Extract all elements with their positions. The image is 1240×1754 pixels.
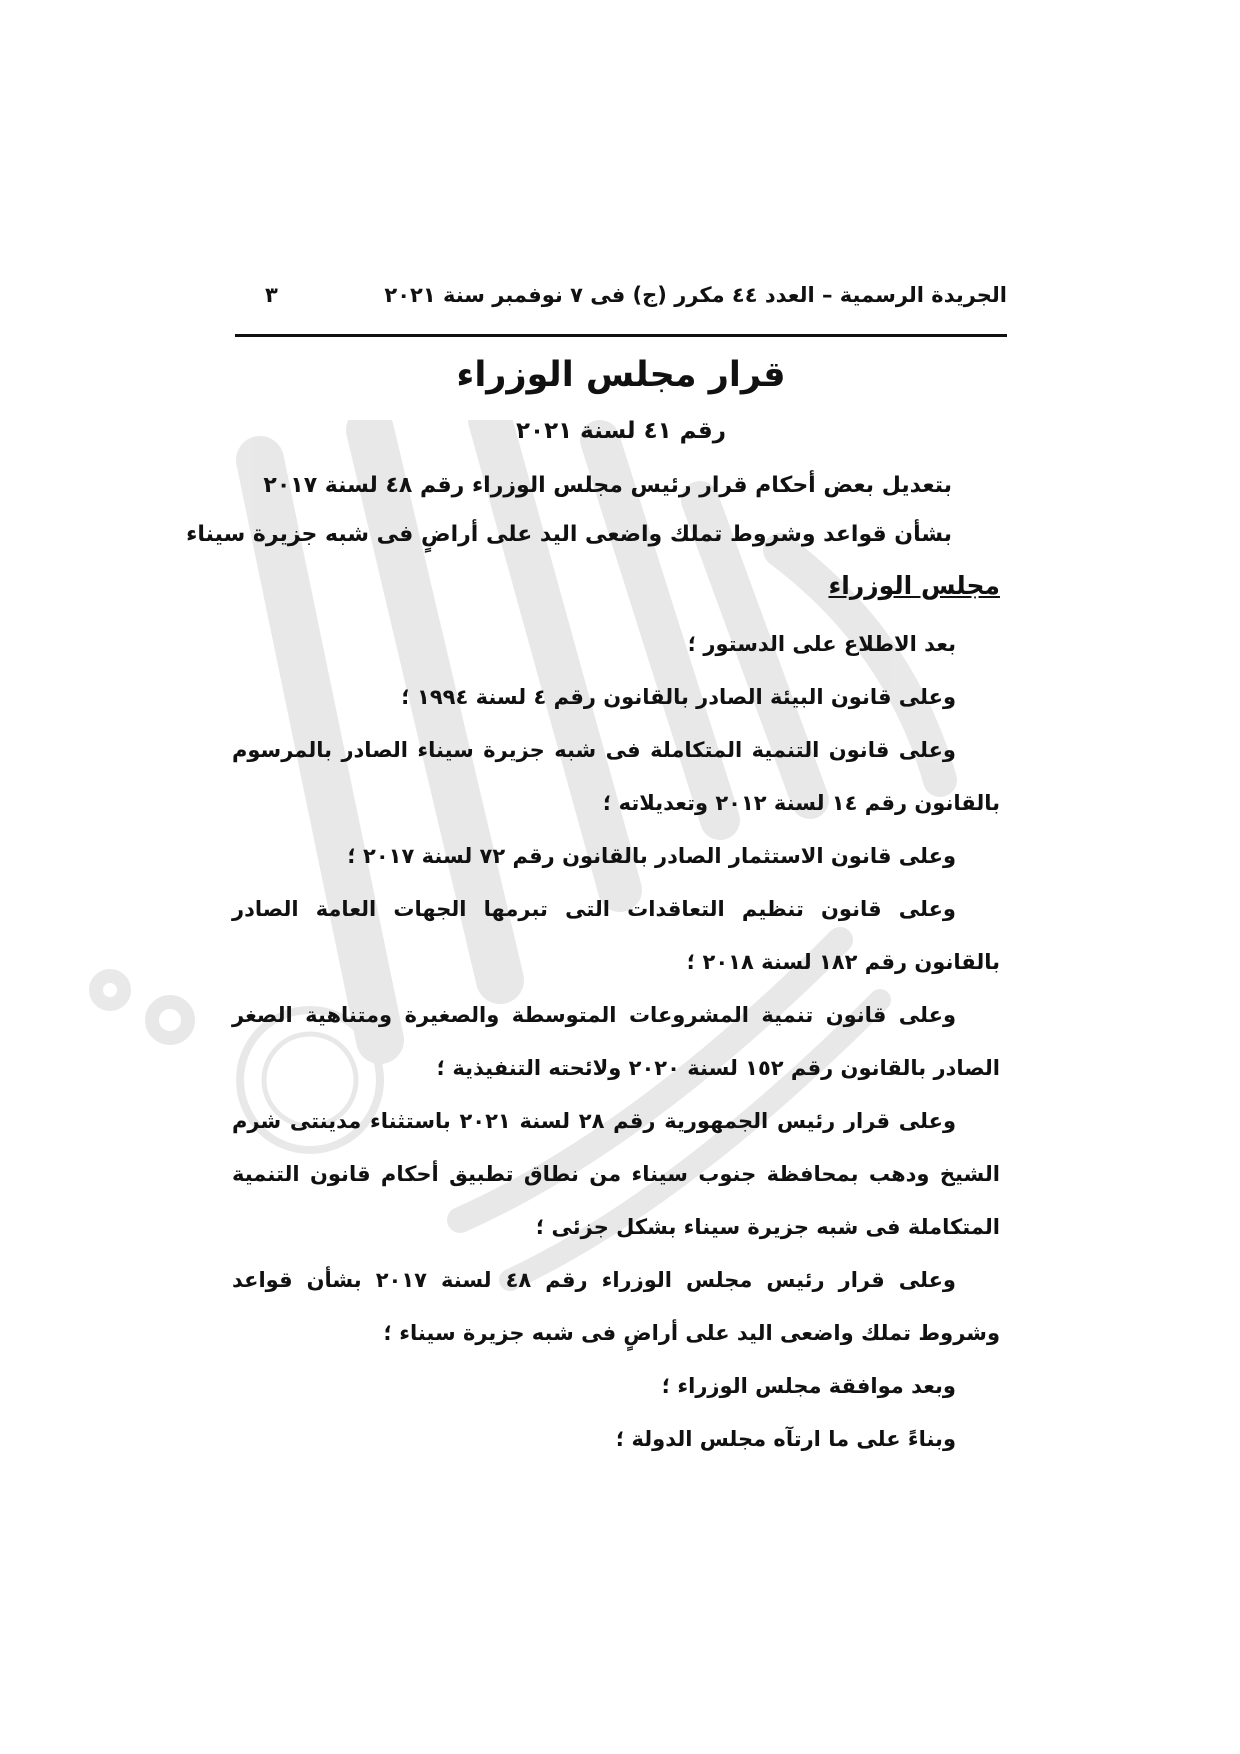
header-divider (235, 334, 1007, 337)
decree-purpose-line-1: بتعديل بعض أحكام قرار رئيس مجلس الوزراء رقم ٤٨ لسنة ٢٠١٧ (263, 473, 952, 498)
preamble-clause: وعلى قرار رئيس الجمهورية رقم ٢٨ لسنة ٢٠٢١ باستثناء مدينتى شرم الشيخ ودهب بمحافظة جنوب سيناء من نطاق تطبيق أحكام قانون التنمية المتكاملة فى شبه جزيرة سيناء بشكل جزئى ؛ (232, 1109, 1000, 1239)
preamble-clause: وبعد موافقة مجلس الوزراء ؛ (661, 1374, 956, 1398)
preamble-clause: وعلى قانون التنمية المتكاملة فى شبه جزيرة سيناء الصادر بالمرسوم بالقانون رقم ١٤ لسنة ٢٠١٢ وتعديلاته ؛ (232, 738, 1000, 815)
preamble-clause: وعلى قرار رئيس مجلس الوزراء رقم ٤٨ لسنة ٢٠١٧ بشأن قواعد وشروط تملك واضعى اليد على أراضٍ فى شبه جزيرة سيناء ؛ (232, 1268, 1000, 1345)
preamble-clause: وعلى قانون تنمية المشروعات المتوسطة والصغيرة ومتناهية الصغر الصادر بالقانون رقم ١٥٢ لسنة ٢٠٢٠ ولائحته التنفيذية ؛ (232, 1003, 1000, 1080)
preamble-clause: وعلى قانون البيئة الصادر بالقانون رقم ٤ لسنة ١٩٩٤ ؛ (401, 685, 956, 709)
decree-preamble (232, 618, 1000, 1466)
decree-title: قرار مجلس الوزراء (456, 355, 786, 395)
decree-purpose-line-2: بشأن قواعد وشروط تملك واضعى اليد على أراضٍ فى شبه جزيرة سيناء (186, 522, 952, 547)
preamble-clause: بعد الاطلاع على الدستور ؛ (687, 632, 956, 656)
preamble-clause: وبناءً على ما ارتآه مجلس الدولة ؛ (615, 1427, 956, 1451)
issuing-body-heading: مجلس الوزراء (828, 571, 1000, 600)
page-number: ٣ (265, 283, 278, 307)
running-title: الجريدة الرسمية – العدد ٤٤ مكرر (ج) فى ٧ نوفمبر سنة ٢٠٢١ (384, 283, 1007, 307)
preamble-clause: وعلى قانون الاستثمار الصادر بالقانون رقم ٧٢ لسنة ٢٠١٧ ؛ (347, 844, 956, 868)
decree-number: رقم ٤١ لسنة ٢٠٢١ (516, 418, 726, 444)
preamble-clause: وعلى قانون تنظيم التعاقدات التى تبرمها الجهات العامة الصادر بالقانون رقم ١٨٢ لسنة ٢٠١٨ ؛ (232, 897, 1000, 974)
